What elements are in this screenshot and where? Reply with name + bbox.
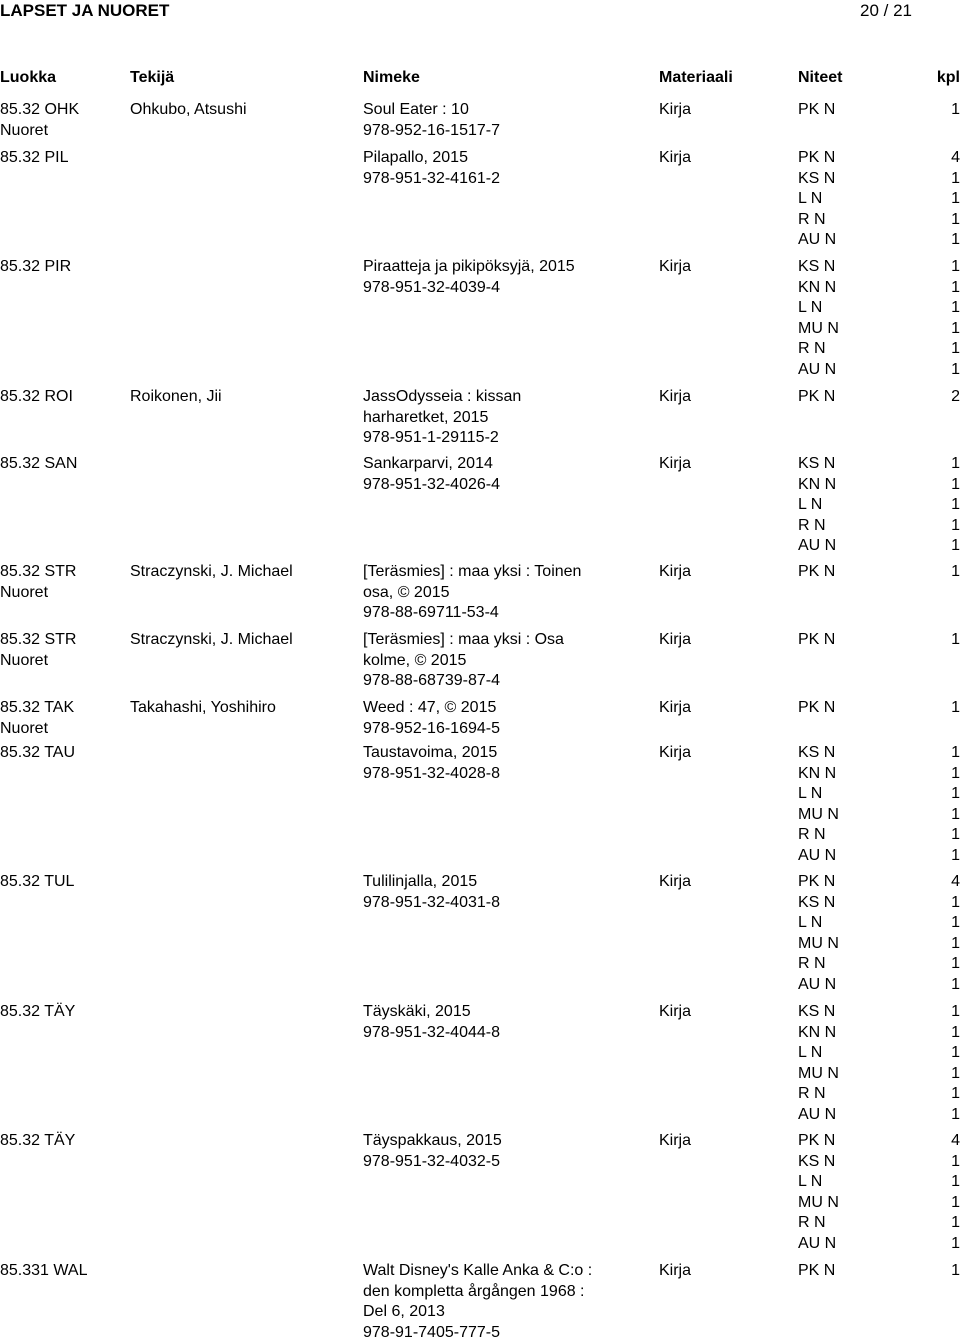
kpl-line: 1 <box>951 1064 960 1085</box>
cell-niteet <box>798 257 839 380</box>
cell-tekija <box>130 562 293 583</box>
luokka-line: Nuoret <box>0 651 76 672</box>
kpl-line: 1 <box>951 743 960 764</box>
column-header-nimeke: Nimeke <box>363 68 420 89</box>
nimeke-line: 978-952-16-1517-7 <box>363 121 500 142</box>
niteet-line: AU N <box>798 230 836 251</box>
kpl-line: 1 <box>951 784 960 805</box>
niteet-line: PK N <box>798 562 835 583</box>
niteet-line: PK N <box>798 148 836 169</box>
cell-niteet <box>798 743 839 866</box>
niteet-line: KS N <box>798 257 839 278</box>
cell-nimeke <box>363 100 500 141</box>
column-header-tekija: Tekijä <box>130 68 174 89</box>
cell-luokka <box>0 257 71 278</box>
cell-materiaali <box>659 872 691 893</box>
cell-luokka <box>0 562 76 603</box>
kpl-line: 4 <box>951 1131 960 1152</box>
niteet-line: AU N <box>798 846 839 867</box>
cell-nimeke <box>363 698 500 739</box>
nimeke-line: den kompletta årgången 1968 : <box>363 1282 592 1303</box>
tekija-line: Straczynski, J. Michael <box>130 630 293 651</box>
niteet-line: PK N <box>798 100 835 121</box>
column-header-niteet: Niteet <box>798 68 842 89</box>
nimeke-line: Del 6, 2013 <box>363 1302 592 1323</box>
kpl-line: 1 <box>951 169 960 190</box>
luokka-line: 85.32 TÄY <box>0 1131 75 1152</box>
kpl-line: 1 <box>951 698 960 719</box>
cell-materiaali <box>659 1002 691 1023</box>
kpl-line: 1 <box>951 975 960 996</box>
materiaali-line: Kirja <box>659 1131 691 1152</box>
luokka-line: 85.32 PIR <box>0 257 71 278</box>
cell-niteet <box>798 562 835 583</box>
niteet-line: PK N <box>798 1261 835 1282</box>
niteet-line: L N <box>798 913 839 934</box>
cell-materiaali <box>659 454 691 475</box>
materiaali-line: Kirja <box>659 698 691 719</box>
kpl-line: 1 <box>951 536 960 557</box>
cell-niteet <box>798 1002 839 1125</box>
cell-tekija <box>130 698 276 719</box>
kpl-line: 1 <box>951 1234 960 1255</box>
cell-kpl <box>951 257 960 380</box>
nimeke-line: 978-88-68739-87-4 <box>363 671 564 692</box>
materiaali-line: Kirja <box>659 257 691 278</box>
luokka-line: Nuoret <box>0 719 74 740</box>
nimeke-line: 978-951-32-4032-5 <box>363 1152 502 1173</box>
cell-kpl <box>951 148 960 251</box>
cell-luokka <box>0 1002 75 1023</box>
cell-materiaali <box>659 630 691 651</box>
materiaali-line: Kirja <box>659 148 691 169</box>
kpl-line: 1 <box>951 1043 960 1064</box>
nimeke-line: 978-88-69711-53-4 <box>363 603 581 624</box>
cell-nimeke <box>363 872 500 913</box>
kpl-line: 1 <box>951 360 960 381</box>
cell-niteet <box>798 698 835 719</box>
luokka-line: 85.331 WAL <box>0 1261 87 1282</box>
nimeke-line: 978-91-7405-777-5 <box>363 1323 592 1343</box>
kpl-line: 1 <box>951 298 960 319</box>
cell-materiaali <box>659 1261 691 1282</box>
niteet-line: R N <box>798 516 836 537</box>
niteet-line: AU N <box>798 1234 839 1255</box>
nimeke-line: Täyspakkaus, 2015 <box>363 1131 502 1152</box>
kpl-line: 1 <box>951 1152 960 1173</box>
niteet-line: MU N <box>798 1193 839 1214</box>
niteet-line: AU N <box>798 1105 839 1126</box>
luokka-line: 85.32 PIL <box>0 148 69 169</box>
kpl-line: 1 <box>951 1023 960 1044</box>
materiaali-line: Kirja <box>659 387 691 408</box>
kpl-line: 1 <box>951 913 960 934</box>
niteet-line: KS N <box>798 743 839 764</box>
kpl-line: 1 <box>951 1084 960 1105</box>
cell-luokka <box>0 743 75 764</box>
cell-nimeke <box>363 562 581 624</box>
kpl-line: 1 <box>951 230 960 251</box>
nimeke-line: 978-951-32-4044-8 <box>363 1023 500 1044</box>
nimeke-line: 978-952-16-1694-5 <box>363 719 500 740</box>
cell-nimeke <box>363 257 575 298</box>
luokka-line: Nuoret <box>0 583 76 604</box>
niteet-line: R N <box>798 1213 839 1234</box>
kpl-line: 1 <box>951 825 960 846</box>
luokka-line: 85.32 TÄY <box>0 1002 75 1023</box>
niteet-line: L N <box>798 495 836 516</box>
luokka-line: 85.32 STR <box>0 562 76 583</box>
cell-kpl <box>951 872 960 995</box>
niteet-line: PK N <box>798 387 835 408</box>
cell-niteet <box>798 872 839 995</box>
niteet-line: KS N <box>798 1002 839 1023</box>
kpl-line: 1 <box>951 189 960 210</box>
kpl-line: 1 <box>951 516 960 537</box>
cell-nimeke <box>363 454 500 495</box>
niteet-line: L N <box>798 784 839 805</box>
kpl-line: 1 <box>951 562 960 583</box>
luokka-line: Nuoret <box>0 121 79 142</box>
kpl-line: 1 <box>951 1002 960 1023</box>
luokka-line: 85.32 SAN <box>0 454 77 475</box>
tekija-line: Straczynski, J. Michael <box>130 562 293 583</box>
kpl-line: 1 <box>951 257 960 278</box>
niteet-line: L N <box>798 298 839 319</box>
niteet-line: KS N <box>798 169 836 190</box>
nimeke-line: kolme, © 2015 <box>363 651 564 672</box>
niteet-line: L N <box>798 1172 839 1193</box>
cell-kpl <box>951 454 960 557</box>
cell-tekija <box>130 100 247 121</box>
kpl-line: 1 <box>951 495 960 516</box>
cell-kpl <box>951 1131 960 1254</box>
cell-materiaali <box>659 100 691 121</box>
cell-kpl <box>951 743 960 866</box>
cell-niteet <box>798 454 836 557</box>
nimeke-line: 978-951-32-4161-2 <box>363 169 500 190</box>
cell-materiaali <box>659 387 691 408</box>
luokka-line: 85.32 STR <box>0 630 76 651</box>
cell-luokka <box>0 698 74 739</box>
materiaali-line: Kirja <box>659 743 691 764</box>
niteet-line: KN N <box>798 764 839 785</box>
luokka-line: 85.32 TAK <box>0 698 74 719</box>
cell-materiaali <box>659 698 691 719</box>
nimeke-line: 978-951-32-4026-4 <box>363 475 500 496</box>
nimeke-line: Weed : 47, © 2015 <box>363 698 500 719</box>
niteet-line: MU N <box>798 319 839 340</box>
nimeke-line: Täyskäki, 2015 <box>363 1002 500 1023</box>
niteet-line: PK N <box>798 1131 839 1152</box>
cell-luokka <box>0 1131 75 1152</box>
cell-nimeke <box>363 743 500 784</box>
nimeke-line: 978-951-32-4031-8 <box>363 893 500 914</box>
nimeke-line: harharetket, 2015 <box>363 408 521 429</box>
cell-nimeke <box>363 1131 502 1172</box>
cell-luokka <box>0 100 79 141</box>
cell-nimeke <box>363 148 500 189</box>
niteet-line: KS N <box>798 454 836 475</box>
cell-nimeke <box>363 1002 500 1043</box>
kpl-line: 1 <box>951 454 960 475</box>
kpl-line: 1 <box>951 339 960 360</box>
nimeke-line: Piraatteja ja pikipöksyjä, 2015 <box>363 257 575 278</box>
cell-niteet <box>798 1131 839 1254</box>
column-header-kpl: kpl <box>937 68 960 89</box>
nimeke-line: Sankarparvi, 2014 <box>363 454 500 475</box>
cell-materiaali <box>659 148 691 169</box>
cell-kpl <box>951 562 960 583</box>
niteet-line: R N <box>798 339 839 360</box>
cell-niteet <box>798 1261 835 1282</box>
kpl-line: 1 <box>951 475 960 496</box>
niteet-line: R N <box>798 825 839 846</box>
niteet-line: L N <box>798 189 836 210</box>
cell-materiaali <box>659 743 691 764</box>
cell-kpl <box>951 630 960 651</box>
kpl-line: 1 <box>951 934 960 955</box>
nimeke-line: 978-951-1-29115-2 <box>363 428 521 449</box>
page-number: 20 / 21 <box>860 0 912 22</box>
cell-luokka <box>0 387 73 408</box>
niteet-line: MU N <box>798 1064 839 1085</box>
kpl-line: 1 <box>951 1172 960 1193</box>
kpl-line: 1 <box>951 1105 960 1126</box>
tekija-line: Roikonen, Jii <box>130 387 222 408</box>
nimeke-line: Taustavoima, 2015 <box>363 743 500 764</box>
materiaali-line: Kirja <box>659 1261 691 1282</box>
niteet-line: PK N <box>798 630 835 651</box>
niteet-line: MU N <box>798 805 839 826</box>
niteet-line: KS N <box>798 1152 839 1173</box>
niteet-line: KN N <box>798 278 839 299</box>
kpl-line: 1 <box>951 100 960 121</box>
niteet-line: PK N <box>798 698 835 719</box>
cell-materiaali <box>659 1131 691 1152</box>
cell-kpl <box>951 698 960 719</box>
niteet-line: R N <box>798 210 836 231</box>
kpl-line: 4 <box>951 872 960 893</box>
cell-kpl <box>951 1002 960 1125</box>
cell-luokka <box>0 872 74 893</box>
materiaali-line: Kirja <box>659 454 691 475</box>
kpl-line: 1 <box>951 1193 960 1214</box>
cell-niteet <box>798 148 836 251</box>
cell-materiaali <box>659 562 691 583</box>
cell-luokka <box>0 1261 87 1282</box>
niteet-line: PK N <box>798 872 839 893</box>
cell-kpl <box>951 1261 960 1282</box>
kpl-line: 1 <box>951 893 960 914</box>
materiaali-line: Kirja <box>659 630 691 651</box>
cell-niteet <box>798 387 835 408</box>
materiaali-line: Kirja <box>659 100 691 121</box>
column-header-luokka: Luokka <box>0 68 56 89</box>
page-title: LAPSET JA NUORET <box>0 0 169 22</box>
niteet-line: L N <box>798 1043 839 1064</box>
cell-niteet <box>798 630 835 651</box>
niteet-line: MU N <box>798 934 839 955</box>
niteet-line: R N <box>798 954 839 975</box>
materiaali-line: Kirja <box>659 872 691 893</box>
tekija-line: Ohkubo, Atsushi <box>130 100 247 121</box>
niteet-line: AU N <box>798 975 839 996</box>
cell-tekija <box>130 387 222 408</box>
niteet-line: R N <box>798 1084 839 1105</box>
nimeke-line: JassOdysseia : kissan <box>363 387 521 408</box>
luokka-line: 85.32 TAU <box>0 743 75 764</box>
nimeke-line: [Teräsmies] : maa yksi : Toinen <box>363 562 581 583</box>
nimeke-line: 978-951-32-4039-4 <box>363 278 575 299</box>
niteet-line: AU N <box>798 360 839 381</box>
tekija-line: Takahashi, Yoshihiro <box>130 698 276 719</box>
cell-nimeke <box>363 387 521 449</box>
nimeke-line: [Teräsmies] : maa yksi : Osa <box>363 630 564 651</box>
kpl-line: 4 <box>951 148 960 169</box>
kpl-line: 1 <box>951 764 960 785</box>
cell-tekija <box>130 630 293 651</box>
niteet-line: KN N <box>798 475 836 496</box>
nimeke-line: Pilapallo, 2015 <box>363 148 500 169</box>
kpl-line: 2 <box>951 387 960 408</box>
cell-nimeke <box>363 630 564 692</box>
materiaali-line: Kirja <box>659 1002 691 1023</box>
niteet-line: KS N <box>798 893 839 914</box>
kpl-line: 1 <box>951 319 960 340</box>
nimeke-line: osa, © 2015 <box>363 583 581 604</box>
cell-kpl <box>951 387 960 408</box>
kpl-line: 1 <box>951 1213 960 1234</box>
kpl-line: 1 <box>951 1261 960 1282</box>
kpl-line: 1 <box>951 846 960 867</box>
nimeke-line: 978-951-32-4028-8 <box>363 764 500 785</box>
cell-luokka <box>0 148 69 169</box>
niteet-line: KN N <box>798 1023 839 1044</box>
luokka-line: 85.32 OHK <box>0 100 79 121</box>
cell-materiaali <box>659 257 691 278</box>
kpl-line: 1 <box>951 210 960 231</box>
cell-niteet <box>798 100 835 121</box>
kpl-line: 1 <box>951 954 960 975</box>
cell-nimeke <box>363 1261 592 1343</box>
cell-luokka <box>0 454 77 475</box>
nimeke-line: Walt Disney's Kalle Anka & C:o : <box>363 1261 592 1282</box>
kpl-line: 1 <box>951 278 960 299</box>
nimeke-line: Tulilinjalla, 2015 <box>363 872 500 893</box>
nimeke-line: Soul Eater : 10 <box>363 100 500 121</box>
niteet-line: AU N <box>798 536 836 557</box>
cell-luokka <box>0 630 76 671</box>
luokka-line: 85.32 TUL <box>0 872 74 893</box>
kpl-line: 1 <box>951 805 960 826</box>
cell-kpl <box>951 100 960 121</box>
kpl-line: 1 <box>951 630 960 651</box>
materiaali-line: Kirja <box>659 562 691 583</box>
luokka-line: 85.32 ROI <box>0 387 73 408</box>
column-header-materiaali: Materiaali <box>659 68 733 89</box>
